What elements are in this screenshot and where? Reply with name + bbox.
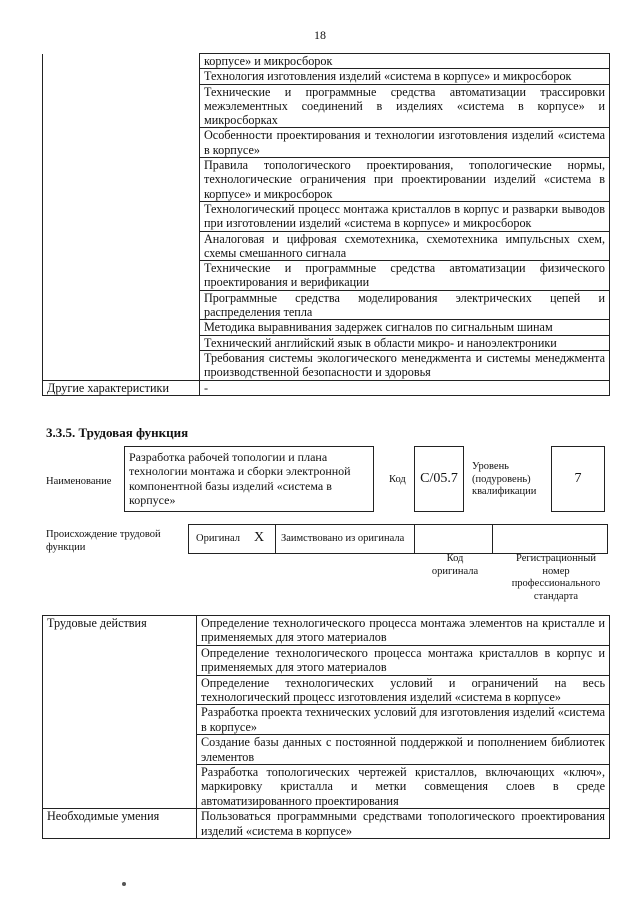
origin-divider	[492, 525, 493, 553]
knowledge-table	[42, 53, 610, 396]
table-row	[43, 809, 610, 839]
labor-action-item: Определение технологических условий и ограничений на весь технологический процесс изготовления изделий «система в корпусе»	[197, 675, 610, 705]
original-checkmark: X	[254, 530, 265, 545]
code-label: Код	[389, 474, 406, 485]
code-original-caption: Код оригинала	[431, 553, 479, 577]
function-details-table	[42, 615, 610, 839]
required-skill-item: Пользоваться программными средствами топологического проектирования изделий «система в корпусе»	[197, 809, 610, 839]
other-characteristics-label: Другие характеристики	[43, 380, 200, 395]
table-row	[43, 158, 610, 202]
required-skills-label: Необходимые умения	[43, 809, 197, 839]
table-row	[43, 201, 610, 231]
scan-speck	[122, 882, 126, 886]
table-row	[43, 675, 610, 705]
knowledge-item: Технология изготовления изделий «система в корпусе» и микросборок	[200, 69, 610, 84]
labor-actions-label: Трудовые действия	[43, 616, 197, 646]
table-row	[43, 645, 610, 675]
name-value: Разработка рабочей топологии и плана технологии монтажа и сборки электронной компонентной базы изделий «система в корпусе»	[129, 450, 351, 508]
code-value: C/05.7	[414, 446, 464, 512]
knowledge-item: Программные средства моделирования электрических цепей и распределения тепла	[200, 290, 610, 320]
knowledge-item: Методика выравнивания задержек сигналов по сигнальным шинам	[200, 320, 610, 335]
name-label: Наименование	[46, 476, 112, 487]
labor-action-item: Определение технологического процесса монтажа элементов на кристалле и применяемых для этого материалов	[197, 616, 610, 646]
labor-action-item: Создание базы данных с постоянной поддержкой и пополнением библиотек элементов	[197, 735, 610, 765]
origin-label: Происхождение трудовой функции	[46, 529, 161, 553]
table-row	[43, 380, 610, 395]
borrowed-label: Заимствовано из оригинала	[281, 533, 405, 544]
labor-action-item: Определение технологического процесса монтажа кристаллов в корпус и применяемых для этого материалов	[197, 645, 610, 675]
table-row	[43, 705, 610, 735]
table-row	[43, 261, 610, 291]
knowledge-item: Особенности проектирования и технологии изготовления изделий «система в корпусе»	[200, 128, 610, 158]
labor-action-item: Разработка топологических чертежей кристаллов, включающих «ключ», маркировку кристалла и метки совмещения слоев в среде автоматизированного проектирования	[197, 765, 610, 809]
origin-divider	[414, 525, 415, 553]
level-value: 7	[551, 446, 605, 512]
other-characteristics-value: -	[200, 380, 610, 395]
labor-action-item: Разработка проекта технических условий для изготовления изделий «система в корпусе»	[197, 705, 610, 735]
registration-number-caption: Регистрационный номер профессионального стандарта	[511, 553, 601, 602]
knowledge-item: Технические и программные средства автоматизации трассировки межэлементных соединений в изделиях «система в корпусе» и микросборках	[200, 84, 610, 128]
table-row	[43, 128, 610, 158]
table-row	[43, 765, 610, 809]
knowledge-item: Правила топологического проектирования, топологические нормы, технологические ограничения при проектировании изделий «система в корпусе» и микросборок	[200, 158, 610, 202]
knowledge-item: Технический английский язык в области микро- и наноэлектроники	[200, 335, 610, 350]
knowledge-item: корпусе» и микросборок	[200, 54, 610, 69]
knowledge-item: Технологический процесс монтажа кристаллов в корпус и разварки выводов при изготовлении изделий «система в корпусе» и микросборок	[200, 201, 610, 231]
table-row	[43, 290, 610, 320]
original-label: Оригинал	[196, 533, 240, 544]
knowledge-item: Технические и программные средства автоматизации физического проектирования и верификации	[200, 261, 610, 291]
page-number: 18	[314, 28, 326, 42]
origin-divider	[275, 525, 276, 553]
name-value-box	[124, 446, 374, 512]
section-heading: 3.3.5. Трудовая функция	[46, 425, 189, 440]
table-row	[43, 350, 610, 380]
table-row	[43, 320, 610, 335]
table-row	[43, 69, 610, 84]
table-row	[43, 231, 610, 261]
table-row	[43, 84, 610, 128]
level-label: Уровень (подуровень) квалификации	[472, 461, 537, 497]
knowledge-item: Аналоговая и цифровая схемотехника, схемотехника импульсных схем, схемы смешанного сигнала	[200, 231, 610, 261]
table-row	[43, 335, 610, 350]
table-row	[43, 54, 610, 69]
table-row	[43, 616, 610, 646]
knowledge-item: Требования системы экологического менеджмента и системы менеджмента производственной безопасности и здоровья	[200, 350, 610, 380]
table-row	[43, 735, 610, 765]
